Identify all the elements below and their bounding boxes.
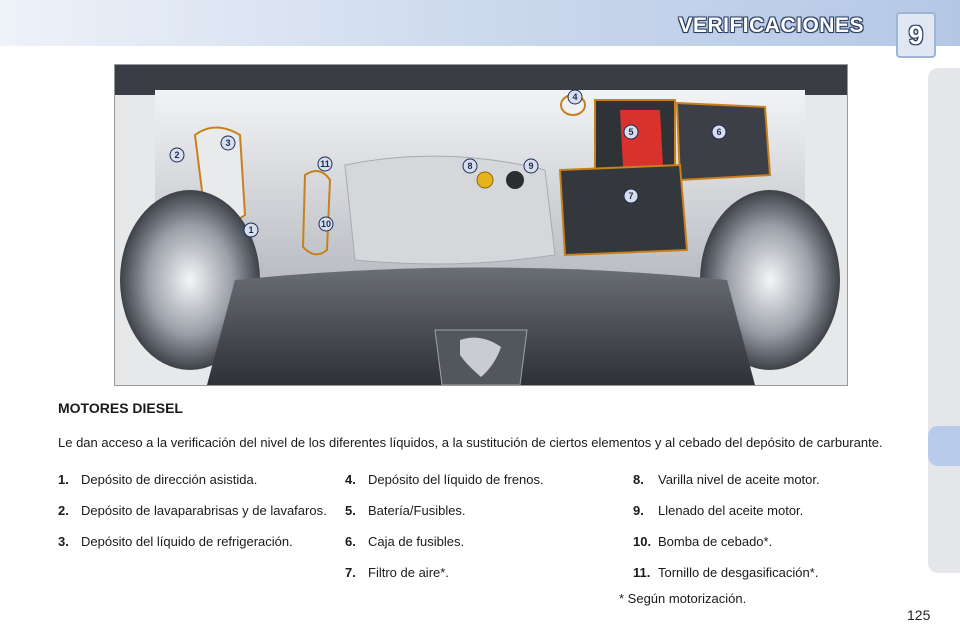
legend-number: 9. [633, 503, 644, 518]
page-number: 125 [907, 607, 931, 623]
oil-dipstick-cap [477, 172, 493, 188]
callout-9 [524, 159, 538, 173]
legend-text: Batería/Fusibles. [368, 503, 466, 518]
svg-text:8: 8 [467, 161, 473, 171]
callout-6 [712, 125, 726, 139]
callout-1 [244, 223, 258, 237]
oil-filler-cap [506, 171, 524, 189]
section-title: MOTORES DIESEL [58, 400, 183, 416]
svg-text:4: 4 [572, 92, 578, 102]
air-filter [560, 165, 687, 255]
engine-cover [345, 156, 555, 264]
callout-11 [318, 157, 332, 171]
intro-paragraph: Le dan acceso a la verificación del nivel de los diferentes líquidos, a la sustitución de ciertos elementos y al cebado del depósito de carburante. [58, 435, 883, 450]
legend-item [633, 535, 893, 549]
side-tab-active-marker [928, 426, 960, 466]
svg-text:7: 7 [628, 191, 634, 201]
legend-column-1 [58, 473, 328, 566]
legend-number: 5. [345, 503, 356, 518]
callout-4 [568, 90, 582, 104]
legend-item [345, 566, 605, 580]
chapter-badge: 9 [896, 12, 936, 58]
fuse-box [677, 103, 770, 180]
engine-bay-illustration [114, 64, 848, 386]
legend-text: Tornillo de desgasificación*. [658, 565, 819, 580]
legend-item [345, 504, 605, 518]
callout-3 [221, 136, 235, 150]
callout-2 [170, 148, 184, 162]
legend-text: Varilla nivel de aceite motor. [658, 472, 820, 487]
callout-7 [624, 189, 638, 203]
legend-text: Bomba de cebado*. [658, 534, 773, 549]
legend-number: 3. [58, 534, 69, 549]
battery-red-cover [620, 110, 663, 167]
legend-item [633, 473, 893, 487]
legend-number: 1. [58, 472, 69, 487]
legend-number: 11. [633, 565, 651, 580]
svg-text:10: 10 [320, 219, 332, 229]
svg-text:5: 5 [628, 127, 634, 137]
svg-text:9: 9 [528, 161, 534, 171]
callout-10 [319, 217, 333, 231]
legend-number: 6. [345, 534, 356, 549]
legend-item [58, 504, 328, 518]
callout-5 [624, 125, 638, 139]
legend-item [58, 473, 328, 487]
legend-item [633, 504, 893, 518]
legend-column-3 [633, 473, 893, 597]
callout-8 [463, 159, 477, 173]
legend-number: 2. [58, 503, 69, 518]
legend-text: Depósito de lavaparabrisas y de lavafaros. [81, 503, 327, 518]
legend-item [633, 566, 893, 580]
legend-text: Depósito del líquido de refrigeración. [81, 534, 293, 549]
legend-item [58, 535, 328, 549]
legend-text: Llenado del aceite motor. [658, 503, 804, 518]
svg-text:11: 11 [320, 159, 330, 169]
svg-text:2: 2 [174, 150, 180, 160]
svg-text:3: 3 [225, 138, 231, 148]
legend-number: 4. [345, 472, 356, 487]
engine-bay-drawing [115, 65, 847, 385]
svg-text:1: 1 [248, 225, 254, 235]
svg-text:6: 6 [716, 127, 722, 137]
legend-text: Depósito del líquido de frenos. [368, 472, 544, 487]
legend-text: Caja de fusibles. [368, 534, 465, 549]
legend-text: Filtro de aire*. [368, 565, 449, 580]
legend-item [345, 473, 605, 487]
legend-number: 10. [633, 534, 652, 549]
legend-number: 8. [633, 472, 644, 487]
legend-item [345, 535, 605, 549]
footnote: * Según motorización. [619, 591, 747, 606]
legend-text: Depósito de dirección asistida. [81, 472, 258, 487]
legend-column-2 [345, 473, 605, 597]
page-title: VERIFICACIONES [678, 14, 864, 37]
legend-number: 7. [345, 565, 356, 580]
side-tab [928, 68, 960, 573]
